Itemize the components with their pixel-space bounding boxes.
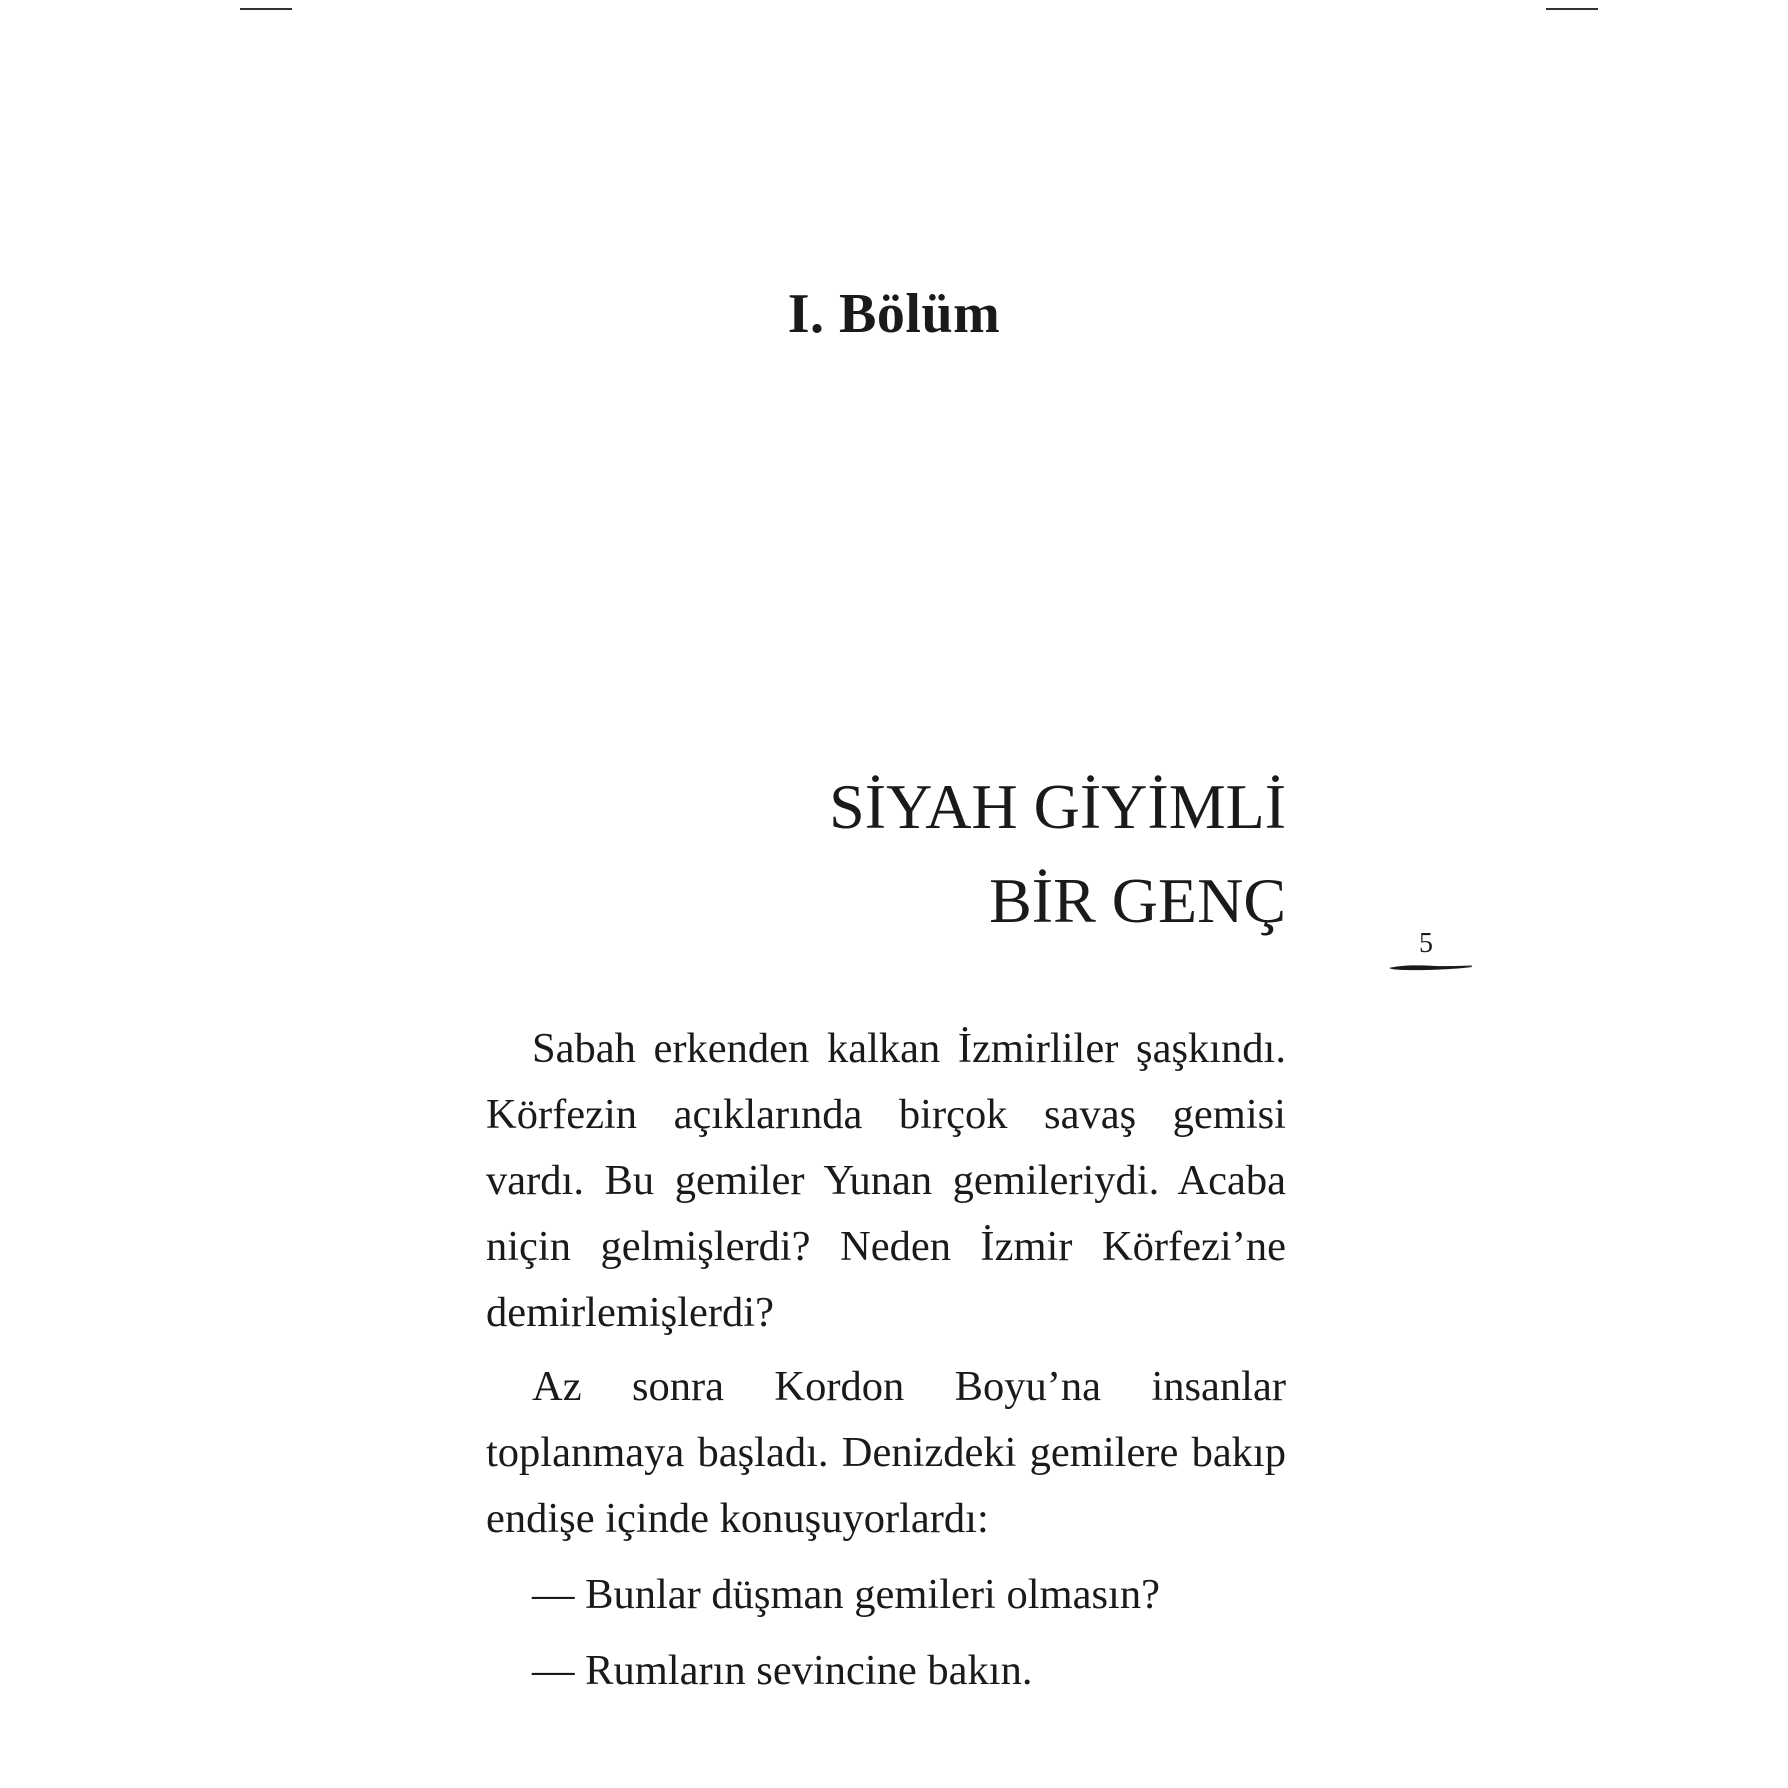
body-text bbox=[486, 1016, 1286, 1714]
brush-stroke-icon bbox=[1388, 962, 1474, 974]
paragraph: Az sonra Kordon Boyu’na insanlar toplanmaya başladı. Denizdeki gemilere bakıp endişe içinde konuşuyorlardı: bbox=[486, 1363, 1286, 1542]
paragraph: Sabah erkenden kalkan İzmirliler şaşkındı. Körfezin açıklarında birçok savaş gemisi vardı. Bu gemiler Yunan gemileriydi. Acaba niçin gelmişlerdi? Neden İzmir Körfezi’ne demirlemişlerdi? bbox=[486, 1025, 1286, 1336]
chapter-title-line-2: BİR GENÇ bbox=[989, 865, 1286, 936]
chapter-title bbox=[780, 760, 1286, 948]
crop-mark-right bbox=[1546, 8, 1598, 10]
page-number-block bbox=[1388, 928, 1474, 974]
dialogue-line: — Rumların sevincine bakın. bbox=[532, 1647, 1033, 1694]
chapter-title-line-1: SİYAH GİYİMLİ bbox=[829, 771, 1286, 842]
part-heading: I. Bölüm bbox=[787, 283, 1001, 345]
page-number: 5 bbox=[1419, 928, 1433, 959]
crop-mark-left bbox=[240, 8, 292, 10]
dialogue-line: — Bunlar düşman gemileri olmasın? bbox=[532, 1571, 1160, 1618]
